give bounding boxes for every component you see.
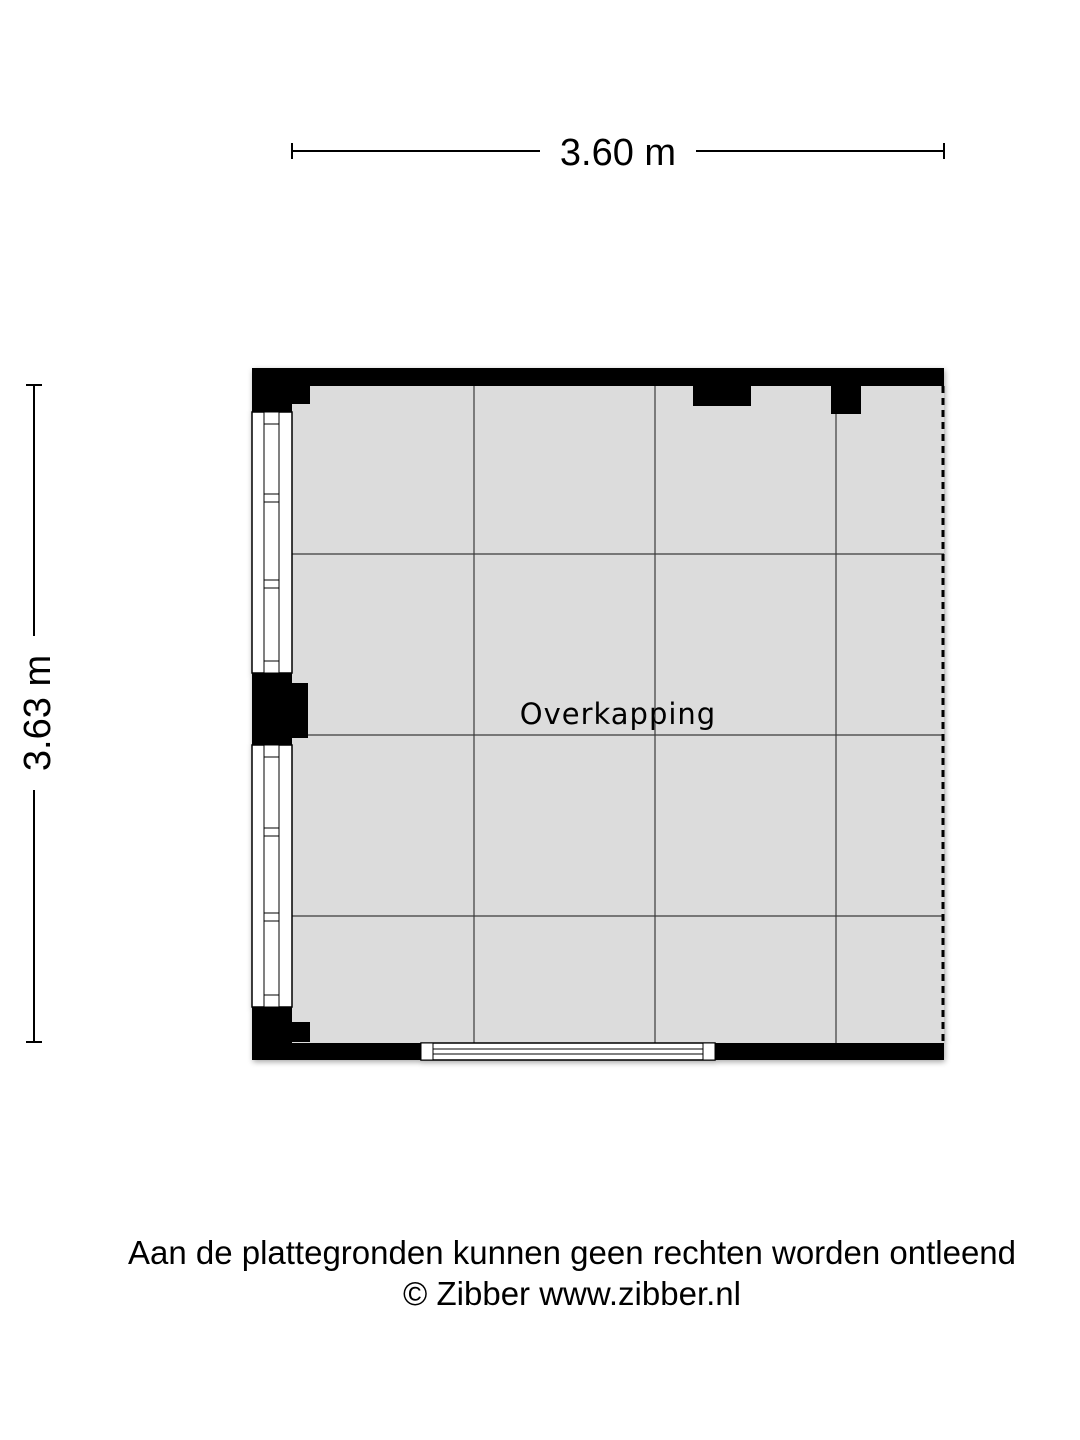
width-dimension-label: 3.60 m (559, 132, 677, 174)
height-dimension-label: 3.63 m (17, 654, 59, 772)
width-dimension (292, 132, 944, 174)
left-window-lower (252, 745, 292, 1007)
room-label: Overkapping (519, 697, 717, 731)
left-window-upper (252, 412, 292, 673)
disclaimer-text: Aan de plattegronden kunnen geen rechten worden ontleend (127, 1234, 1017, 1271)
bottom-sliding-door (421, 1043, 715, 1060)
copyright-text: © Zibber www.zibber.nl (403, 1275, 741, 1312)
height-dimension (17, 385, 59, 1042)
